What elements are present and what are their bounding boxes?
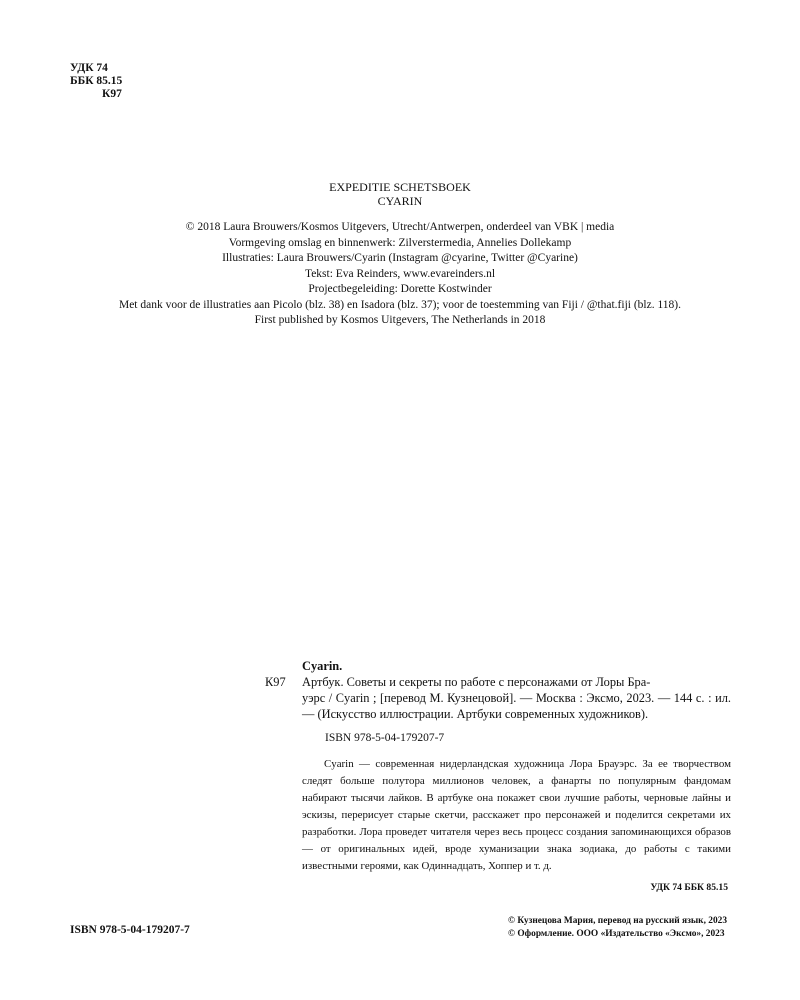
footer-copyrights [508,915,770,940]
catalog-card [265,658,731,894]
udk-code: УДК 74 [70,62,108,74]
footer-isbn: ISBN 978-5-04-179207-7 [70,924,190,936]
credit-line: Tekst: Eva Reinders, www.evareinders.nl [304,267,496,280]
card-isbn: ISBN 978-5-04-179207-7 [325,732,445,744]
original-title: EXPEDITIE SCHETSBOEK [329,180,471,194]
credits-block [0,220,800,329]
card-author-sign: К97 [265,675,286,689]
card-annotation: Cyarin — современная нидерландская художница Лора Брауэрс. За ее творчеством следят больше полутора миллионов человек, а фанарты по популярным фандомам набирают тысячи лайков. В артбуке она покажет свои лучшие работы, черновые лайны и эскизы, перерисует старые скетчи, расскажет про персонажей и поделится секретами их разработки. Лора проведет читателя через весь процесс создания запоминающихся образов — от оригинальных идей, вроде хуманизации знака зодиака, до работы с такими известными героями, как Одиннадцать, Хоппер и т. д. [302,758,731,872]
card-description-line1: Артбук. Советы и секреты по работе с персонажами от Лоры Бра- [302,675,651,689]
credit-line: © 2018 Laura Brouwers/Kosmos Uitgevers, Utrecht/Antwerpen, onderdeel van VBK | media [185,221,615,233]
original-title-block [0,180,800,208]
credit-line: Projectbegeleiding: Dorette Kostwinder [308,283,492,295]
bbk-code: ББК 85.15 [70,75,123,87]
card-author-heading: Cyarin. [302,659,343,673]
card-classification [265,881,731,894]
author-sign: К97 [102,88,122,100]
copyright-design: © Оформление. ООО «Издательство «Эксмо», 2023 [508,928,725,939]
card-bbk: ББК 85.15 [684,882,728,893]
copyright-translation: © Кузнецова Мария, перевод на русский язык, 2023 [508,916,728,926]
card-udk: УДК 74 [650,882,682,893]
classification-block [70,62,122,101]
card-description-rest: уэрс / Cyarin ; [перевод М. Кузнецовой]. — Москва : Эксмо, 2023. — 144 с. : ил. — (Искусство иллюстрации. Артбуки современных художников). [302,691,731,721]
original-author: CYARIN [377,194,423,208]
card-description-first-line [265,674,731,690]
credit-line: First published by Kosmos Uitgevers, The Netherlands in 2018 [254,314,546,326]
credit-line: Illustraties: Laura Brouwers/Cyarin (Instagram @cyarine, Twitter @Cyarine) [222,252,578,264]
credit-line: Met dank voor de illustraties aan Picolo (blz. 38) en Isadora (blz. 37); voor de toestemming van Fiji / @that.fiji (blz. 118). [118,298,682,311]
credit-line: Vormgeving omslag en binnenwerk: Zilverstermedia, Annelies Dollekamp [228,236,572,249]
